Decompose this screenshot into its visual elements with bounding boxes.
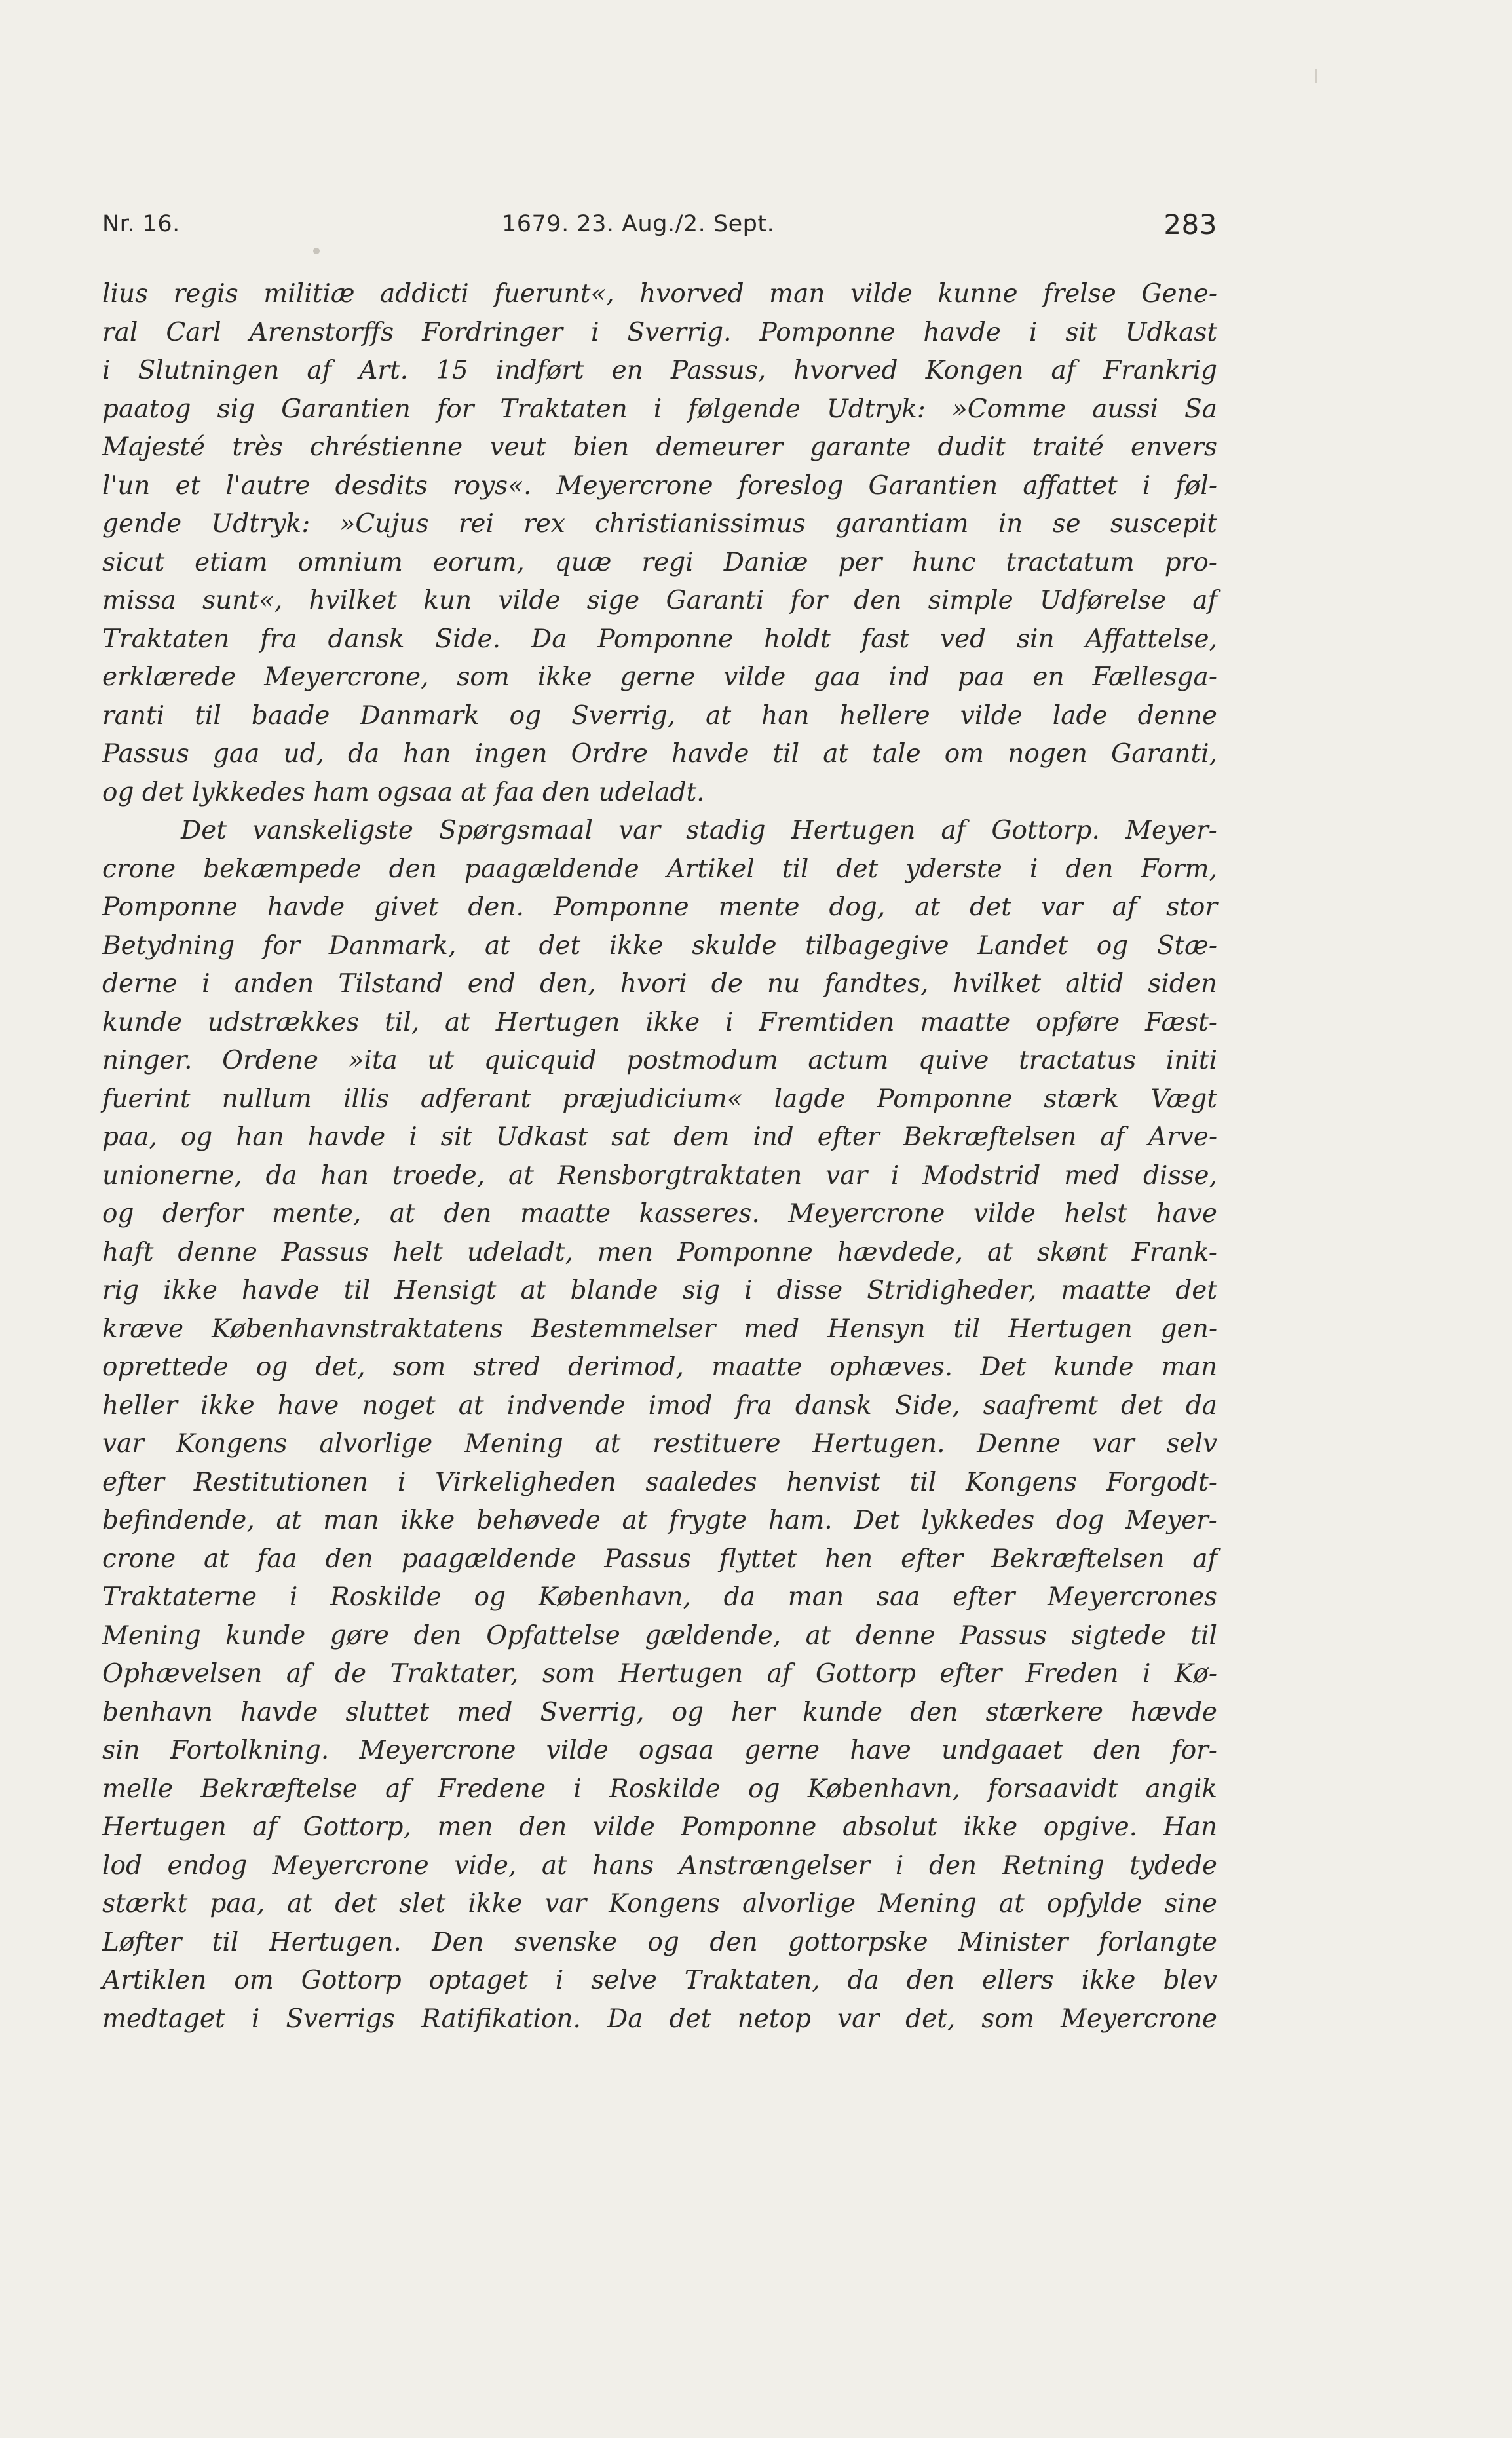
- text-line: sicut etiam omnium eorum, quæ regi Daniæ per hunc tractatum pro-: [102, 547, 1217, 577]
- text-line: ranti til baade Danmark og Sverrig, at han hellere vilde lade denne: [102, 700, 1217, 731]
- page-edge-mark: [1315, 69, 1317, 83]
- text-line: Majesté très chréstienne veut bien demeurer garante dudit traité envers: [102, 432, 1217, 462]
- text-line: Ophævelsen af de Traktater, som Hertugen af Gottorp efter Freden i Kø-: [102, 1659, 1217, 1688]
- text-line: Betydning for Danmark, at det ikke skulde tilbagegive Landet og Stæ-: [102, 930, 1217, 961]
- text-line: crone bekæmpede den paagældende Artikel til det yderste i den Form,: [102, 854, 1217, 884]
- text-line: lod endog Meyercrone vide, at hans Anstrængelser i den Retning tydede: [102, 1850, 1217, 1880]
- text-line: Hertugen af Gottorp, men den vilde Pomponne absolut ikke opgive. Han: [102, 1812, 1217, 1842]
- text-line: Traktaterne i Roskilde og København, da man saa efter Meyercrones: [102, 1582, 1217, 1612]
- text-line: paa, og han havde i sit Udkast sat dem ind efter Bekræftelsen af Arve-: [102, 1122, 1217, 1152]
- text-line: unionerne, da han troede, at Rensborgtraktaten var i Modstrid med disse,: [102, 1160, 1217, 1190]
- text-line: befindende, at man ikke behøvede at frygte ham. Det lykkedes dog Meyer-: [102, 1506, 1217, 1535]
- body-text: [102, 275, 1217, 2038]
- text-line: Det vanskeligste Spørgsmaal var stadig Hertugen af Gottorp. Meyer-: [181, 816, 1217, 845]
- text-line: i Slutningen af Art. 15 indført en Passus, hvorved Kongen af Frankrig: [102, 356, 1217, 385]
- text-line: kunde udstrækkes til, at Hertugen ikke i Fremtiden maatte opføre Fæst-: [102, 1007, 1217, 1037]
- text-line: haft denne Passus helt udeladt, men Pomponne hævdede, at skønt Frank-: [102, 1237, 1217, 1267]
- text-line: melle Bekræftelse af Fredene i Roskilde og København, forsaavidt angik: [102, 1774, 1217, 1804]
- text-line: oprettede og det, som stred derimod, maatte ophæves. Det kunde man: [102, 1352, 1217, 1382]
- text-line: var Kongens alvorlige Mening at restituere Hertugen. Denne var selv: [102, 1429, 1217, 1458]
- text-line: erklærede Meyercrone, som ikke gerne vilde gaa ind paa en Fællesga-: [102, 662, 1217, 692]
- print-speck: [313, 248, 320, 254]
- text-line: medtaget i Sverrigs Ratifikation. Da det netop var det, som Meyercrone: [102, 2004, 1217, 2034]
- document-date: 1679. 23. Aug./2. Sept.: [502, 211, 775, 237]
- text-line: ral Carl Arenstorffs Fordringer i Sverrig. Pomponne havde i sit Udkast: [102, 317, 1217, 347]
- text-line: gende Udtryk: »Cujus rei rex christianissimus garantiam in se suscepit: [102, 509, 1217, 539]
- text-line: crone at faa den paagældende Passus flyttet hen efter Bekræftelsen af: [102, 1544, 1217, 1574]
- text-line: Pomponne havde givet den. Pomponne mente dog, at det var af stor: [102, 892, 1217, 922]
- text-line: ninger. Ordene »ita ut quicquid postmodum actum quive tractatus initi: [102, 1046, 1217, 1075]
- page-header: [102, 208, 1217, 248]
- text-line: missa sunt«, hvilket kun vilde sige Garanti for den simple Udførelse af: [102, 586, 1217, 615]
- text-line: paatog sig Garantien for Traktaten i følgende Udtryk: »Comme aussi Sa: [102, 394, 1217, 424]
- text-line: lius regis militiæ addicti fuerunt«, hvorved man vilde kunne frelse Gene-: [102, 279, 1217, 309]
- text-line: sin Fortolkning. Meyercrone vilde ogsaa gerne have undgaaet den for-: [102, 1736, 1217, 1765]
- text-line: l'un et l'autre desdits roys«. Meyercrone foreslog Garantien affattet i føl-: [102, 470, 1217, 501]
- text-line: Artiklen om Gottorp optaget i selve Traktaten, da den ellers ikke blev: [102, 1966, 1217, 1995]
- text-line: stærkt paa, at det slet ikke var Kongens alvorlige Mening at opfylde sine: [102, 1889, 1217, 1918]
- text-line: efter Restitutionen i Virkeligheden saaledes henvist til Kongens Forgodt-: [102, 1467, 1217, 1497]
- text-line: og det lykkedes ham ogsaa at faa den udeladt.: [102, 777, 705, 807]
- text-line: Mening kunde gøre den Opfattelse gældende, at denne Passus sigtede til: [102, 1620, 1217, 1650]
- text-line: Traktaten fra dansk Side. Da Pomponne holdt fast ved sin Affattelse,: [102, 624, 1217, 654]
- page-number: 283: [1163, 208, 1217, 240]
- document-number: Nr. 16.: [102, 211, 180, 237]
- text-line: Løfter til Hertugen. Den svenske og den gottorpske Minister forlangte: [102, 1927, 1217, 1957]
- text-line: derne i anden Tilstand end den, hvori de nu fandtes, hvilket altid siden: [102, 969, 1217, 999]
- text-line: Passus gaa ud, da han ingen Ordre havde til at tale om nogen Garanti,: [102, 739, 1217, 769]
- text-line: fuerint nullum illis adferant præjudicium« lagde Pomponne stærk Vægt: [102, 1084, 1217, 1114]
- text-line: benhavn havde sluttet med Sverrig, og her kunde den stærkere hævde: [102, 1697, 1217, 1727]
- text-line: kræve Københavnstraktatens Bestemmelser med Hensyn til Hertugen gen-: [102, 1314, 1217, 1344]
- text-line: heller ikke have noget at indvende imod fra dansk Side, saafremt det da: [102, 1390, 1217, 1420]
- text-line: rig ikke havde til Hensigt at blande sig i disse Stridigheder, maatte det: [102, 1276, 1217, 1305]
- text-line: og derfor mente, at den maatte kasseres. Meyercrone vilde helst have: [102, 1199, 1217, 1229]
